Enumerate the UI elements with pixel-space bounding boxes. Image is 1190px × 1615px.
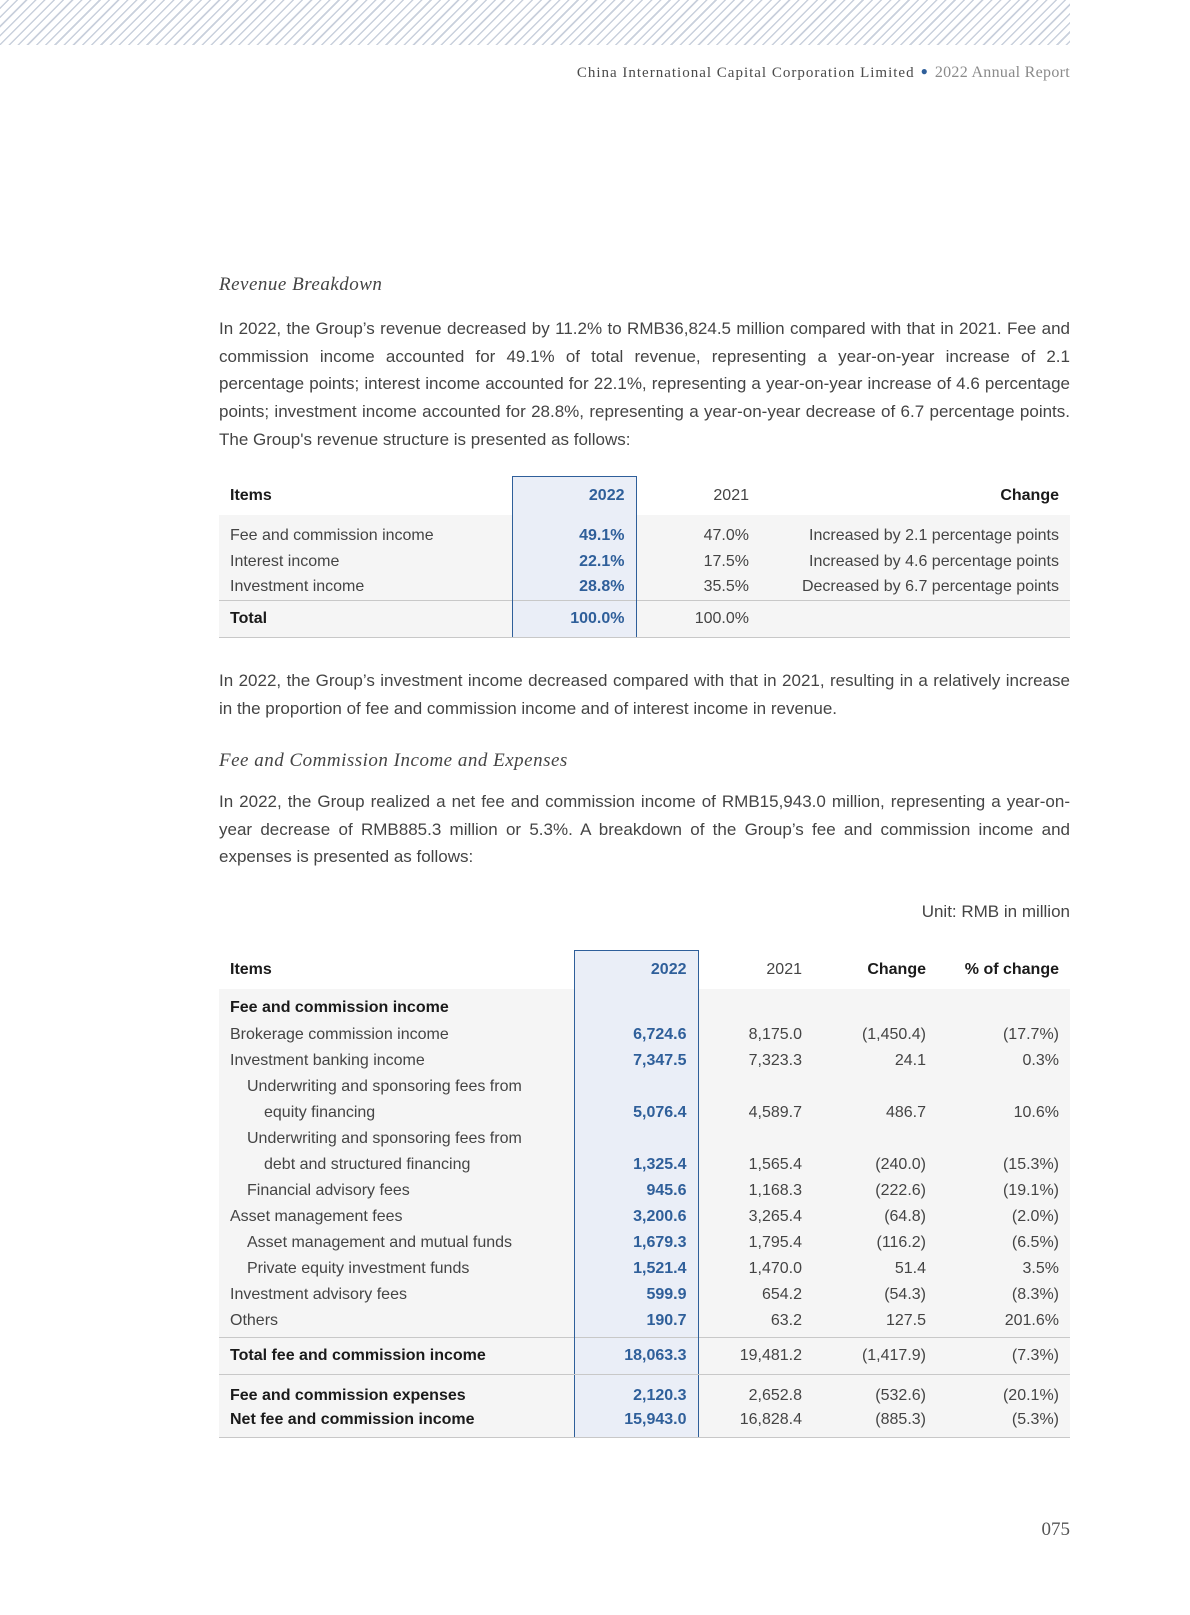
row-label: Asset management fees	[219, 1204, 574, 1230]
row-value	[698, 1074, 813, 1100]
row-value: 1,795.4	[698, 1230, 813, 1256]
row-value: 945.6	[574, 1178, 698, 1204]
table-total-row: Total 100.0% 100.0%	[219, 601, 1070, 638]
table-row	[219, 1230, 1070, 1256]
row-label: Private equity investment funds	[219, 1256, 574, 1282]
row-value: (222.6)	[813, 1178, 937, 1204]
row-value: 7,347.5	[574, 1048, 698, 1074]
table-row	[219, 1204, 1070, 1230]
company-name: China International Capital Corporation Limited	[576, 65, 915, 81]
fee-commission-table	[219, 950, 1070, 1438]
row-value: (54.3)	[813, 1282, 937, 1308]
fee-commission-paragraph: In 2022, the Group realized a net fee and commission income of RMB15,943.0 million, representing a year-on-year decrease of RMB885.3 million or 5.3%. A breakdown of the Group’s fee and commission income and expenses is presented as follows:	[219, 792, 1070, 867]
row-value: 1,470.0	[698, 1256, 813, 1282]
row-value: 201.6%	[937, 1308, 1070, 1334]
report-title: 2022 Annual Report	[934, 64, 1070, 81]
table-row	[219, 1152, 1070, 1178]
table-header-row	[219, 951, 1070, 989]
table-row	[219, 1282, 1070, 1308]
row-value: (2.0%)	[937, 1204, 1070, 1230]
row-label: Financial advisory fees	[219, 1178, 574, 1204]
row-value: 654.2	[698, 1282, 813, 1308]
row-value	[813, 1126, 937, 1152]
table-row	[219, 1256, 1070, 1282]
total-income-row: Total fee and commission income 18,063.3 19,481.2 (1,417.9) (7.3%)	[219, 1338, 1070, 1375]
group-title-row: Fee and commission income	[219, 989, 1070, 1022]
row-value	[574, 1126, 698, 1152]
row-label: Asset management and mutual funds	[219, 1230, 574, 1256]
row-value: (17.7%)	[937, 1022, 1070, 1048]
row-label: Investment banking income	[219, 1048, 574, 1074]
row-value: (8.3%)	[937, 1282, 1070, 1308]
row-value: 1,325.4	[574, 1152, 698, 1178]
row-value: (64.8)	[813, 1204, 937, 1230]
revenue-paragraph: In 2022, the Group’s revenue decreased by 11.2% to RMB36,824.5 million compared with that in 2021. Fee and commission income accounted for 49.1% of total revenue, representing a year-on-year increase of 2.1 percentage points; interest income accounted for 22.1%, representing a year-on-year increase of 4.6 percentage points; investment income accounted for 28.8%, representing a year-on-year decrease of 6.7 percentage points. The Group's revenue structure is presented as follows:	[219, 319, 1070, 449]
row-value: 4,589.7	[698, 1100, 813, 1126]
col-header-items: Items	[230, 486, 272, 504]
row-value: 24.1	[813, 1048, 937, 1074]
row-value: 6,724.6	[574, 1022, 698, 1048]
row-value: 7,323.3	[698, 1048, 813, 1074]
table-header-row	[219, 477, 1070, 515]
row-label: Investment advisory fees	[219, 1282, 574, 1308]
row-label: Underwriting and sponsoring fees from	[219, 1074, 574, 1100]
row-label: equity financing	[219, 1100, 574, 1126]
row-value: (240.0)	[813, 1152, 937, 1178]
section-title-revenue-breakdown: Revenue Breakdown	[219, 274, 383, 295]
investment-income-paragraph: In 2022, the Group’s investment income decreased compared with that in 2021, resulting in a relatively increase in the proportion of fee and commission income and of interest income in revenue.	[219, 671, 1070, 718]
row-value	[698, 1126, 813, 1152]
revenue-structure-table	[219, 476, 1070, 638]
row-value: 127.5	[813, 1308, 937, 1334]
net-income-row: Net fee and commission income 15,943.0 16,828.4 (885.3) (5.3%)	[219, 1410, 1070, 1438]
row-value: (1,450.4)	[813, 1022, 937, 1048]
fee-commission-table-body	[219, 989, 1070, 1338]
row-label: Brokerage commission income	[219, 1022, 574, 1048]
table-row	[219, 1048, 1070, 1074]
table-row	[219, 1074, 1070, 1100]
col-header-2022: 2022	[574, 951, 698, 989]
row-value: 3,200.6	[574, 1204, 698, 1230]
row-value: 0.3%	[937, 1048, 1070, 1074]
table-row: Interest income 22.1% 17.5% Increased by 4.6 percentage points	[219, 549, 1070, 575]
page-number: 075	[1041, 1519, 1070, 1540]
col-header-2021: 2021	[713, 486, 749, 504]
table-row	[219, 1022, 1070, 1048]
row-value	[937, 1074, 1070, 1100]
col-header-2022: 2022	[512, 477, 636, 515]
row-value: 8,175.0	[698, 1022, 813, 1048]
table-row: Fee and commission income 49.1% 47.0% Increased by 2.1 percentage points	[219, 523, 1070, 549]
table-row	[219, 1178, 1070, 1204]
row-value: 599.9	[574, 1282, 698, 1308]
fee-commission-table-wrap	[219, 950, 1070, 1438]
col-header-change: Change	[1000, 486, 1059, 504]
row-value	[937, 1126, 1070, 1152]
row-value: 486.7	[813, 1100, 937, 1126]
row-label: Underwriting and sponsoring fees from	[219, 1126, 574, 1152]
row-value: 5,076.4	[574, 1100, 698, 1126]
bullet-dot-icon: ●	[920, 64, 929, 78]
expenses-row: Fee and commission expenses 2,120.3 2,652.8 (532.6) (20.1%)	[219, 1375, 1070, 1410]
col-header-pct-change: % of change	[964, 960, 1059, 978]
table-row	[219, 1100, 1070, 1126]
row-label: Others	[219, 1308, 574, 1334]
row-value: 190.7	[574, 1308, 698, 1334]
row-value: 1,521.4	[574, 1256, 698, 1282]
row-value: (15.3%)	[937, 1152, 1070, 1178]
row-value: 1,168.3	[698, 1178, 813, 1204]
row-value: 3,265.4	[698, 1204, 813, 1230]
row-value	[574, 1074, 698, 1100]
row-value: (116.2)	[813, 1230, 937, 1256]
decorative-hatch-band	[0, 0, 1070, 45]
unit-label: Unit: RMB in million	[921, 902, 1070, 921]
row-value	[813, 1074, 937, 1100]
section-title-fee-commission: Fee and Commission Income and Expenses	[219, 750, 568, 771]
table-row: Investment income 28.8% 35.5% Decreased by 6.7 percentage points	[219, 575, 1070, 601]
row-value: 3.5%	[937, 1256, 1070, 1282]
row-value: 51.4	[813, 1256, 937, 1282]
row-value: 1,565.4	[698, 1152, 813, 1178]
page-header	[577, 64, 1070, 82]
table-row	[219, 1308, 1070, 1334]
revenue-structure-table-wrap	[219, 476, 1070, 638]
col-header-2021: 2021	[766, 960, 802, 978]
row-label: debt and structured financing	[219, 1152, 574, 1178]
row-value: 63.2	[698, 1308, 813, 1334]
table-row	[219, 1126, 1070, 1152]
row-value: 1,679.3	[574, 1230, 698, 1256]
col-header-change: Change	[867, 960, 926, 978]
row-value: (19.1%)	[937, 1178, 1070, 1204]
row-value: 10.6%	[937, 1100, 1070, 1126]
row-value: (6.5%)	[937, 1230, 1070, 1256]
col-header-items: Items	[230, 960, 272, 978]
